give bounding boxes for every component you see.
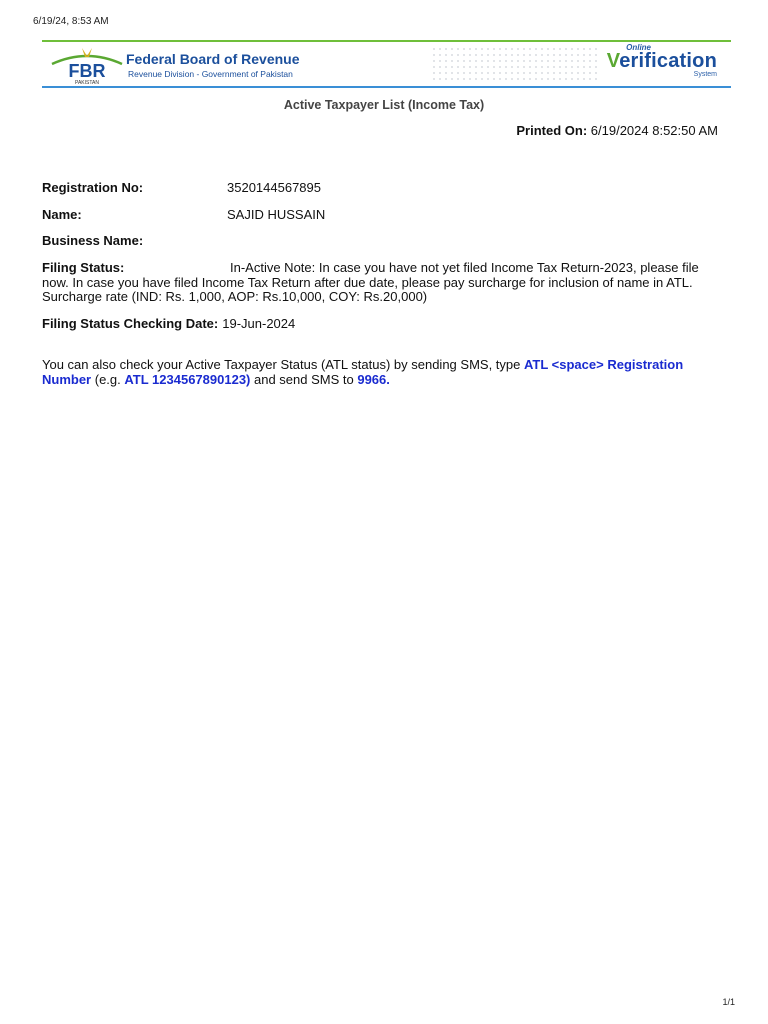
fbr-title: Federal Board of Revenue xyxy=(126,51,300,67)
business-name-label: Business Name: xyxy=(42,233,144,248)
name-value: SAJID HUSSAIN xyxy=(227,207,326,222)
checking-date-row xyxy=(42,316,295,331)
name-label: Name: xyxy=(42,207,82,222)
registration-value: 3520144567895 xyxy=(227,180,321,195)
name-row xyxy=(42,207,326,222)
registration-row xyxy=(42,180,321,195)
sms-number-highlight: 9966. xyxy=(357,371,390,387)
sms-example-highlight: ATL 1234567890123) xyxy=(124,371,251,387)
registration-label: Registration No: xyxy=(42,180,144,195)
checking-date-value: 19-Jun-2024 xyxy=(222,316,296,331)
filing-status-row xyxy=(42,261,726,305)
sms-text-3: and send SMS to xyxy=(250,371,358,387)
page-counter: 1/1 xyxy=(722,997,735,1007)
sms-text-2: (e.g. xyxy=(91,371,125,387)
business-name-row xyxy=(42,233,143,248)
filing-status-label: Filing Status: xyxy=(42,260,125,275)
online-verification-v: V xyxy=(606,50,620,72)
sms-text-1: You can also check your Active Taxpayer Status (ATL status) by sending SMS, type xyxy=(42,357,524,372)
fbr-subtitle: Revenue Division - Government of Pakistan xyxy=(128,69,293,79)
document-title: Active Taxpayer List (Income Tax) xyxy=(283,98,485,112)
printed-on-label: Printed On: xyxy=(516,123,588,138)
filing-status-value: In-Active Note: In case you have not yet filed Income Tax Return-2023, please file now. In case you have filed Income Tax Return after due date, please pay surcharge for inclusion of name in ATL. Surcharge rate (IND: Rs. 1,000, AOP: Rs.10,000, COY: Rs.20,000) xyxy=(42,260,699,305)
online-verification-logo xyxy=(607,50,717,73)
fbr-logo-text: FBR xyxy=(68,61,106,81)
online-verification-system: System xyxy=(693,71,717,78)
print-timestamp: 6/19/24, 8:53 AM xyxy=(33,16,109,27)
printed-on xyxy=(516,123,718,138)
header-banner xyxy=(42,40,731,88)
online-verification-online: Online xyxy=(626,43,651,52)
sms-info xyxy=(42,358,726,387)
sms-format-highlight: ATL <space> Registration Number xyxy=(42,357,684,387)
printed-on-value: 6/19/2024 8:52:50 AM xyxy=(590,123,718,138)
online-verification-main: erification xyxy=(619,50,717,72)
fbr-logo-sub: PAKISTAN xyxy=(75,80,99,86)
checking-date-label: Filing Status Checking Date: xyxy=(42,316,219,331)
fbr-logo xyxy=(46,46,128,86)
dot-pattern-decoration xyxy=(431,46,601,84)
